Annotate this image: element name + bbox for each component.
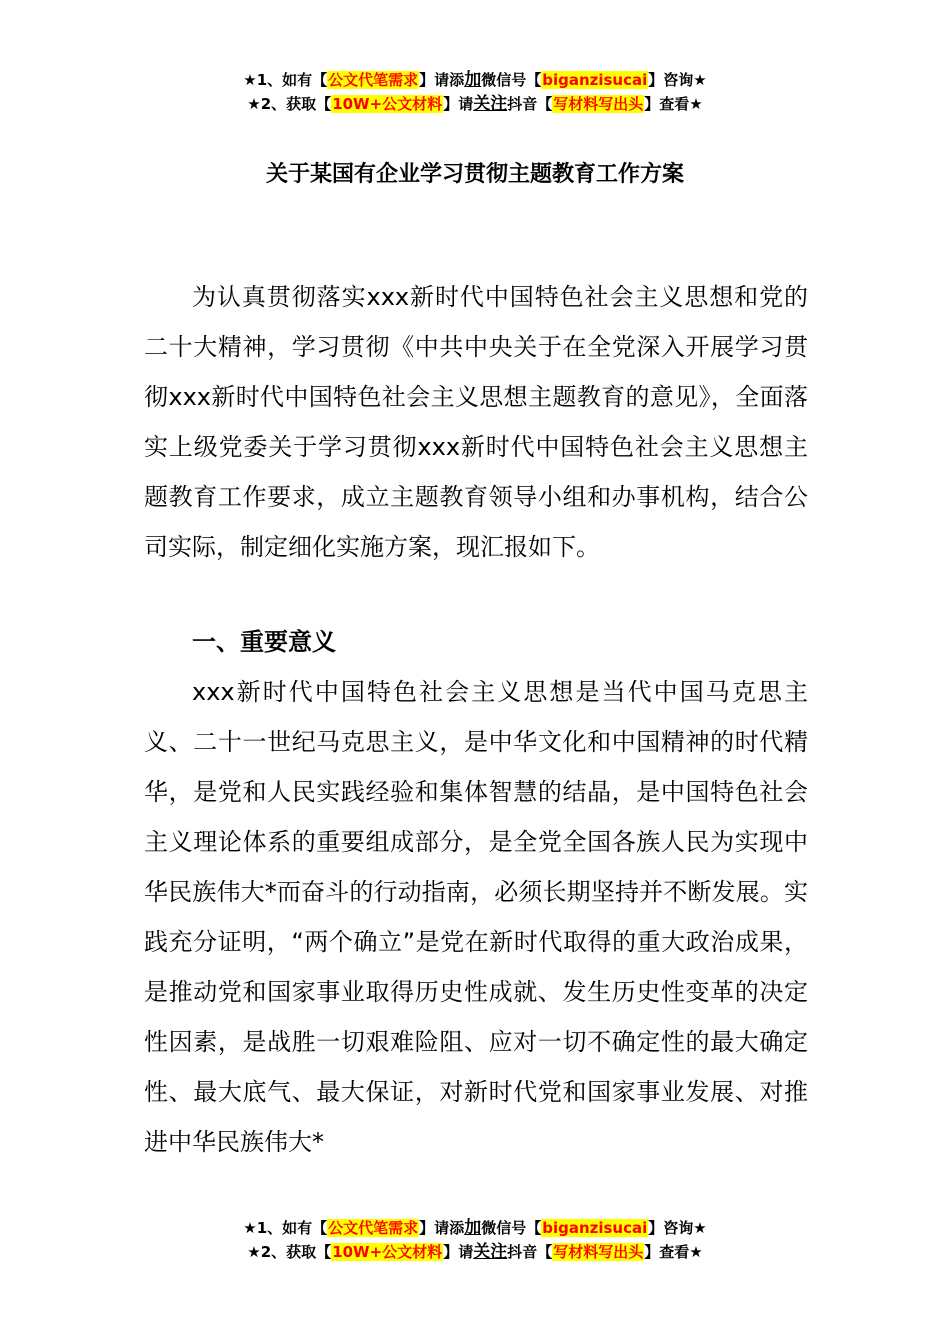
banner-underlined-text: 加 [464,1218,482,1238]
banner-text: 】请添 [419,1219,465,1237]
highlight-wechat-id: biganzisucai [542,1219,648,1237]
banner-line-1 [0,1216,950,1240]
banner-text: 抖音【 [507,95,553,113]
banner-line-2 [0,1240,950,1264]
highlight-service: 公文代笔需求 [328,1219,419,1237]
section-paragraph: xxx新时代中国特色社会主义思想是当代中国马克思主义、二十一世纪马克思主义，是中华文化和中国精神的时代精华，是党和人民实践经验和集体智慧的结晶，是中国特色社会主义理论体系的重要组成部分，是全党全国各族人民为实现中华民族伟大*而奋斗的行动指南，必须长期坚持并不断发展。实践充分证明，“两个确立”是党在新时代取得的重大政治成果，是推动党和国家事业取得历史性成就、发生历史性变革的决定性因素，是战胜一切艰难险阻、应对一切不确定性的最大确定性、最大底气、最大保证，对新时代党和国家事业发展、对推进中华民族伟大* [144,678,808,1156]
highlight-service: 公文代笔需求 [328,71,419,89]
banner-line-1 [0,68,950,92]
banner-text: 】咨询★ [648,71,707,89]
banner-text: 】请添 [419,71,465,89]
banner-text: 微信号【 [481,71,542,89]
highlight-materials: 10W+公文材料 [332,1243,443,1261]
banner-text: 】咨询★ [648,1219,707,1237]
banner-text: 微信号【 [481,1219,542,1237]
highlight-douyin-id: 写材料写出头 [553,1243,644,1261]
banner-text: 】请 [443,95,474,113]
highlight-materials: 10W+公文材料 [332,95,443,113]
banner-text: 】查看★ [644,95,703,113]
banner-underlined-text: 关注 [473,1242,508,1262]
header-banner [0,68,950,116]
banner-line-2 [0,92,950,116]
section-heading: 一、重要意义 [192,628,336,656]
banner-text: 】请 [443,1243,474,1261]
intro-paragraph: 为认真贯彻落实xxx新时代中国特色社会主义思想和党的二十大精神，学习贯彻《中共中央关于在全党深入开展学习贯彻xxx新时代中国特色社会主义思想主题教育的意见》，全面落实上级党委关于学习贯彻xxx新时代中国特色社会主义思想主题教育工作要求，成立主题教育领导小组和办事机构，结合公司实际，制定细化实施方案，现汇报如下。 [144,283,808,561]
banner-text: 抖音【 [507,1243,553,1261]
document-title: 关于某国有企业学习贯彻主题教育工作方案 [265,162,684,187]
banner-text: 】查看★ [644,1243,703,1261]
banner-text: ★1、如有【 [243,71,328,89]
banner-text: ★2、获取【 [247,95,332,113]
highlight-douyin-id: 写材料写出头 [553,95,644,113]
highlight-wechat-id: biganzisucai [542,71,648,89]
banner-underlined-text: 关注 [473,94,508,114]
banner-text: ★1、如有【 [243,1219,328,1237]
footer-banner [0,1216,950,1264]
banner-underlined-text: 加 [464,70,482,90]
banner-text: ★2、获取【 [247,1243,332,1261]
